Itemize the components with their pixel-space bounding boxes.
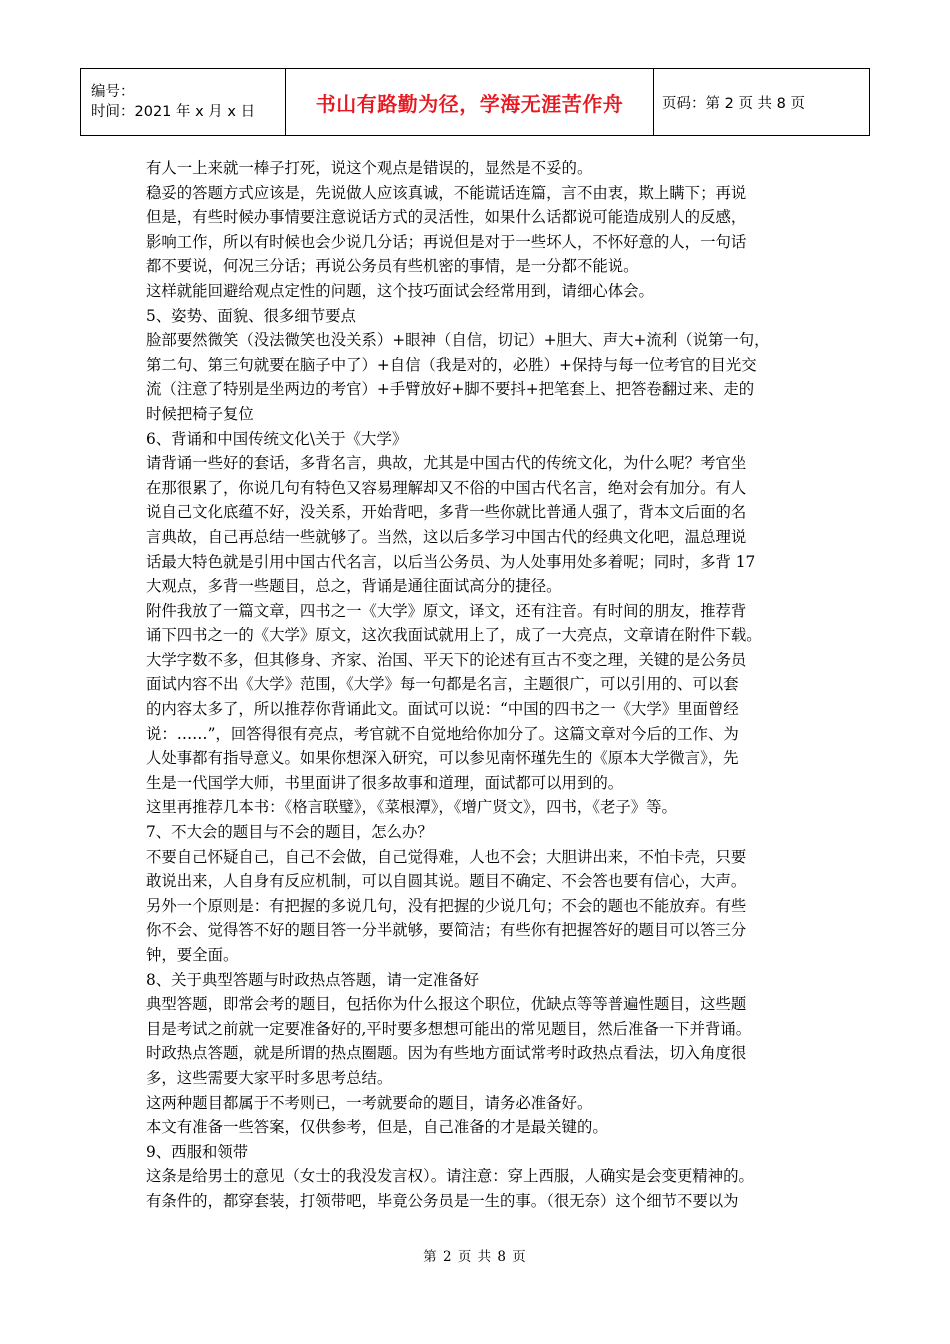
header-page-cell bbox=[654, 69, 869, 135]
number-label: 编号： bbox=[91, 84, 135, 100]
text-line: 脸部要然微笑（没法微笑也没关系）+眼神（自信，切记）+胆大、声大+流利（说第一句， bbox=[146, 331, 770, 350]
text-line: 多，这些需要大家平时多思考总结。 bbox=[146, 1068, 393, 1087]
text-line: 但是，有些时候办事情要注意说话方式的灵活性，如果什么话都说可能造成别人的反感， bbox=[146, 208, 747, 227]
text-line: 另外一个原则是：有把握的多说几句，没有把握的少说几句；不会的题也不能放弃。有些 bbox=[146, 896, 747, 915]
header-motto-cell bbox=[286, 69, 654, 135]
text-line: 在那很累了，你说几句有特色又容易理解却又不俗的中国古代名言，绝对会有加分。有人 bbox=[146, 478, 747, 497]
text-line: 面试内容不出《大学》范围，《大学》每一句都是名言，主题很广，可以引用的、可以套 bbox=[146, 675, 739, 694]
text-line: 生是一代国学大师，书里面讲了很多故事和道理，面试都可以用到的。 bbox=[146, 773, 624, 792]
text-line: 有条件的，都穿套装，打领带吧，毕竟公务员是一生的事。（很无奈）这个细节不要以为 bbox=[146, 1191, 739, 1210]
text-line: 话最大特色就是引用中国古代名言，以后当公务员、为人处事用处多着呢；同时，多背 17 bbox=[146, 552, 756, 571]
page-footer bbox=[0, 1245, 950, 1265]
text-line: 时政热点答题，就是所谓的热点圈题。因为有些地方面试常考时政热点看法，切入角度很 bbox=[146, 1044, 747, 1063]
text-line: 这里再推荐几本书：《格言联璧》，《菜根潭》，《增广贤文》，四书，《老子》等。 bbox=[146, 798, 677, 817]
text-line: 9、西服和领带 bbox=[146, 1142, 249, 1161]
text-line: 这条是给男士的意见（女士的我没发言权）。请注意：穿上西服，人确实是会变更精神的。 bbox=[146, 1167, 754, 1186]
text-line: 敢说出来，人自身有反应机制，可以自圆其说。题目不确定、不会答也要有信心，大声。 bbox=[146, 872, 747, 891]
text-line: 钟，要全面。 bbox=[146, 946, 239, 964]
motto-text: 书山有路勤为径，学海无涯苦作舟 bbox=[315, 91, 624, 116]
text-line: 6、背诵和中国传统文化\关于《大学》 bbox=[146, 429, 408, 448]
text-line: 大观点，多背一些题目，总之，背诵是通往面试高分的捷径。 bbox=[146, 577, 562, 596]
text-line: 这两种题目都属于不考则已，一考就要命的题目，请务必准备好。 bbox=[146, 1093, 593, 1112]
text-line: 诵下四书之一的《大学》原文，这次我面试就用上了，成了一大亮点，文章请在附件下载。 bbox=[146, 626, 762, 645]
time-label: 时间：2021 年 x 月 x 日 bbox=[91, 104, 256, 120]
text-line: 说自己文化底蕴不好，没关系，开始背吧，多背一些你就比普通人强了，背本文后面的名 bbox=[146, 503, 747, 522]
text-line: 不要自己怀疑自己，自己不会做，自己觉得难，人也不会；大胆讲出来，不怕卡壳，只要 bbox=[146, 847, 747, 866]
text-line: 流（注意了特别是坐两边的考官）+手臂放好+脚不要抖+把笔套上、把答卷翻过来、走的 bbox=[146, 380, 755, 399]
text-line: 你不会、觉得答不好的题目答一分半就够，要简洁；有些你有把握答好的题目可以答三分 bbox=[146, 921, 747, 940]
text-line: 7、不大会的题目与不会的题目，怎么办？ bbox=[146, 823, 433, 842]
text-line: 目是考试之前就一定要准备好的,平时要多想想可能出的常见题目，然后准备一下并背诵。 bbox=[146, 1019, 752, 1038]
text-line: 言典故，自己再总结一些就够了。当然，这以后多学习中国古代的经典文化吧，温总理说 bbox=[146, 527, 747, 546]
text-line: 8、关于典型答题与时政热点答题，请一定准备好 bbox=[146, 970, 479, 989]
text-line: 时候把椅子复位 bbox=[146, 404, 254, 423]
text-line: 人处事都有指导意义。如果你想深入研究，可以参见南怀瑾先生的《原本大学微言》，先 bbox=[146, 749, 739, 768]
text-line: 5、姿势、面貌、很多细节要点 bbox=[146, 306, 356, 325]
text-line: 典型答题，即常会考的题目，包括你为什么报这个职位，优缺点等等普遍性题目，这些题 bbox=[146, 995, 747, 1014]
text-line: 请背诵一些好的套话，多背名言，典故，尤其是中国古代的传统文化，为什么呢？考官坐 bbox=[146, 454, 747, 473]
text-line: 都不要说，何况三分话；再说公务员有些机密的事情，是一分都不能说。 bbox=[146, 257, 639, 276]
text-line: 这样就能回避给观点定性的问题，这个技巧面试会经常用到，请细心体会。 bbox=[146, 281, 654, 300]
page-label: 页码：第 2 页 共 8 页 bbox=[662, 95, 805, 112]
header-table bbox=[80, 68, 870, 136]
text-line: 有人一上来就一棒子打死，说这个观点是错误的，显然是不妥的。 bbox=[146, 159, 593, 177]
text-line: 本文有准备一些答案，仅供参考，但是，自己准备的才是最关键的。 bbox=[146, 1118, 608, 1137]
text-line: 附件我放了一篇文章，四书之一《大学》原文，译文，还有注音。有时间的朋友，推荐背 bbox=[146, 601, 747, 620]
text-line: 第二句、第三句就要在脑子中了）+自信（我是对的，必胜）+保持与每一位考官的目光交 bbox=[146, 355, 757, 374]
text-line: 的内容太多了，所以推荐你背诵此文。面试可以说：“中国的四书之一《大学》里面曾经 bbox=[146, 700, 739, 719]
text-line: 大学字数不多，但其修身、齐家、治国、平天下的论述有亘古不变之理，关键的是公务员 bbox=[146, 650, 747, 669]
text-line: 影响工作，所以有时候也会少说几分话；再说但是对于一些坏人，不怀好意的人，一句话 bbox=[146, 232, 747, 251]
footer-page-number: 第 2 页 共 8 页 bbox=[423, 1249, 527, 1265]
text-line: 稳妥的答题方式应该是，先说做人应该真诚，不能谎话连篇，言不由衷，欺上瞒下；再说 bbox=[146, 183, 747, 202]
text-line: 说：……”，回答得很有亮点，考官就不自觉地给你加分了。这篇文章对今后的工作、为 bbox=[146, 724, 739, 743]
header-meta-cell bbox=[81, 69, 286, 135]
document-body bbox=[146, 156, 812, 1214]
